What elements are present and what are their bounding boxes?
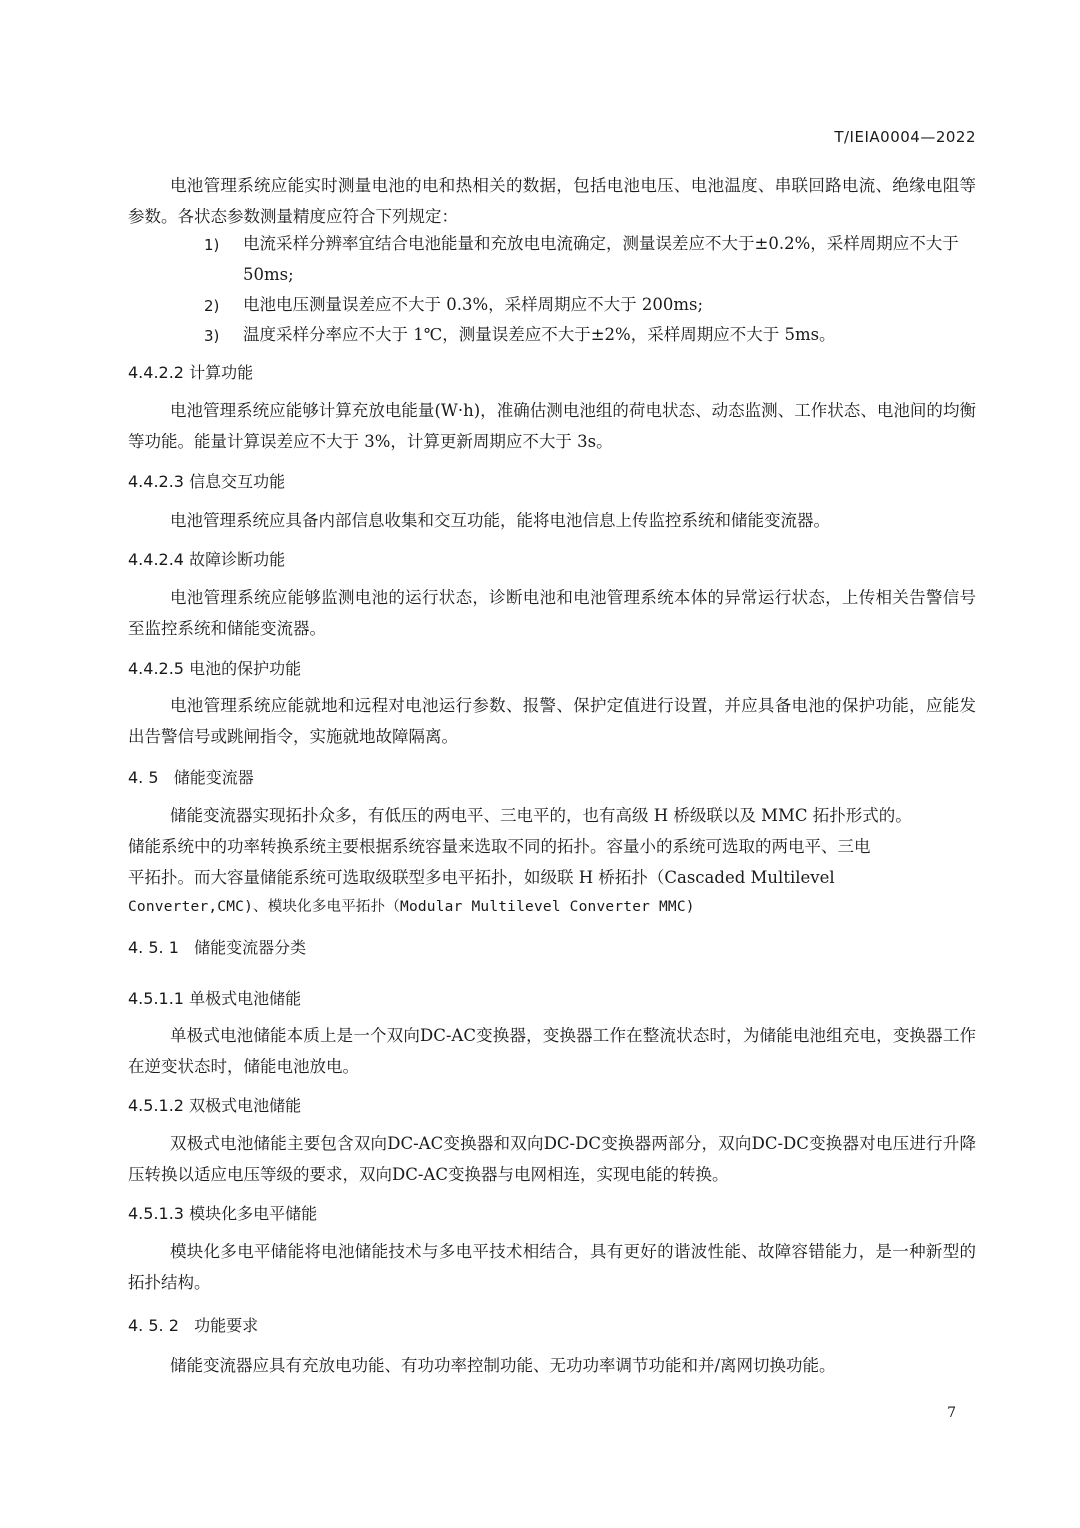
list-item-text: 温度采样分率应不大于 1℃，测量误差应不大于±2%，采样周期应不大于 5ms。 [243,325,836,344]
section-paragraph-4513: 模块化多电平储能将电池储能技术与多电平技术相结合，具有更好的谐波性能、故障容错能力，是一种新型的拓扑结构。 [128,1242,976,1292]
list-item-text: 电池电压测量误差应不大于 0.3%，采样周期应不大于 200ms; [243,295,704,314]
section-paragraph-4422: 电池管理系统应能够计算充放电能量(W·h)，准确估测电池组的荷电状态、动态监测、工作状态、电池间的均衡等功能。能量计算误差应不大于 3%，计算更新周期应不大于 3s。 [128,401,976,451]
section-heading-4423: 4.4.2.3 信息交互功能 [128,472,286,491]
section-paragraph-45-line: 储能变流器实现拓扑众多，有低压的两电平、三电平的，也有高级 H 桥级联以及 MMC 拓扑形式的。 [170,806,912,825]
section-heading-4424: 4.4.2.4 故障诊断功能 [128,550,286,569]
section-paragraph-452: 储能变流器应具有充放电功能、有功功率控制功能、无功功率调节功能和并/离网切换功能。 [170,1356,836,1375]
list-item-text: 电流采样分辨率宜结合电池能量和充放电电流确定，测量误差应不大于±0.2%，采样周期应不大于 50ms; [243,234,959,284]
section-paragraph-4423: 电池管理系统应具备内部信息收集和交互功能，能将电池信息上传监控系统和储能变流器。 [170,511,830,530]
section-heading-452: 4. 5. 2 功能要求 [128,1316,259,1335]
list-item-number: 2) [204,297,220,315]
page-number: 7 [947,1405,956,1421]
section-paragraph-45-line: 储能系统中的功率转换系统主要根据系统容量来选取不同的拓扑。容量小的系统可选取的两电平、三电 [128,837,871,856]
section-paragraph-45-line: Converter,CMC)、模块化多电平拓扑（Modular Multilevel Converter MMC) [128,899,695,915]
section-heading-451: 4. 5. 1 储能变流器分类 [128,938,307,957]
paragraph-bms-measurement: 电池管理系统应能实时测量电池的电和热相关的数据，包括电池电压、电池温度、串联回路电流、绝缘电阻等参数。各状态参数测量精度应符合下列规定： [128,176,976,226]
list-item-number: 1) [204,236,220,254]
section-heading-45: 4. 5 储能变流器 [128,768,254,787]
section-paragraph-4511: 单极式电池储能本质上是一个双向DC-AC变换器，变换器工作在整流状态时，为储能电池组充电，变换器工作在逆变状态时，储能电池放电。 [128,1026,976,1076]
section-paragraph-4424: 电池管理系统应能够监测电池的运行状态，诊断电池和电池管理系统本体的异常运行状态，上传相关告警信号至监控系统和储能变流器。 [128,588,976,638]
section-heading-4425: 4.4.2.5 电池的保护功能 [128,659,302,678]
section-paragraph-4512: 双极式电池储能主要包含双向DC-AC变换器和双向DC-DC变换器两部分，双向DC-DC变换器对电压进行升降压转换以适应电压等级的要求，双向DC-AC变换器与电网相连，实现电能的转换。 [128,1134,976,1184]
section-paragraph-4425: 电池管理系统应能就地和远程对电池运行参数、报警、保护定值进行设置，并应具备电池的保护功能，应能发出告警信号或跳闸指令，实施就地故障隔离。 [128,696,976,746]
document-code: T/IEIA0004—2022 [834,128,976,146]
section-paragraph-45-line: 平拓扑。而大容量储能系统可选取级联型多电平拓扑，如级联 H 桥拓扑（Cascaded Multilevel [128,868,835,887]
list-item-number: 3) [204,327,220,345]
section-heading-4512: 4.5.1.2 双极式电池储能 [128,1096,302,1115]
section-heading-4422: 4.4.2.2 计算功能 [128,363,254,382]
section-heading-4513: 4.5.1.3 模块化多电平储能 [128,1204,318,1223]
section-heading-4511: 4.5.1.1 单极式电池储能 [128,989,302,1008]
